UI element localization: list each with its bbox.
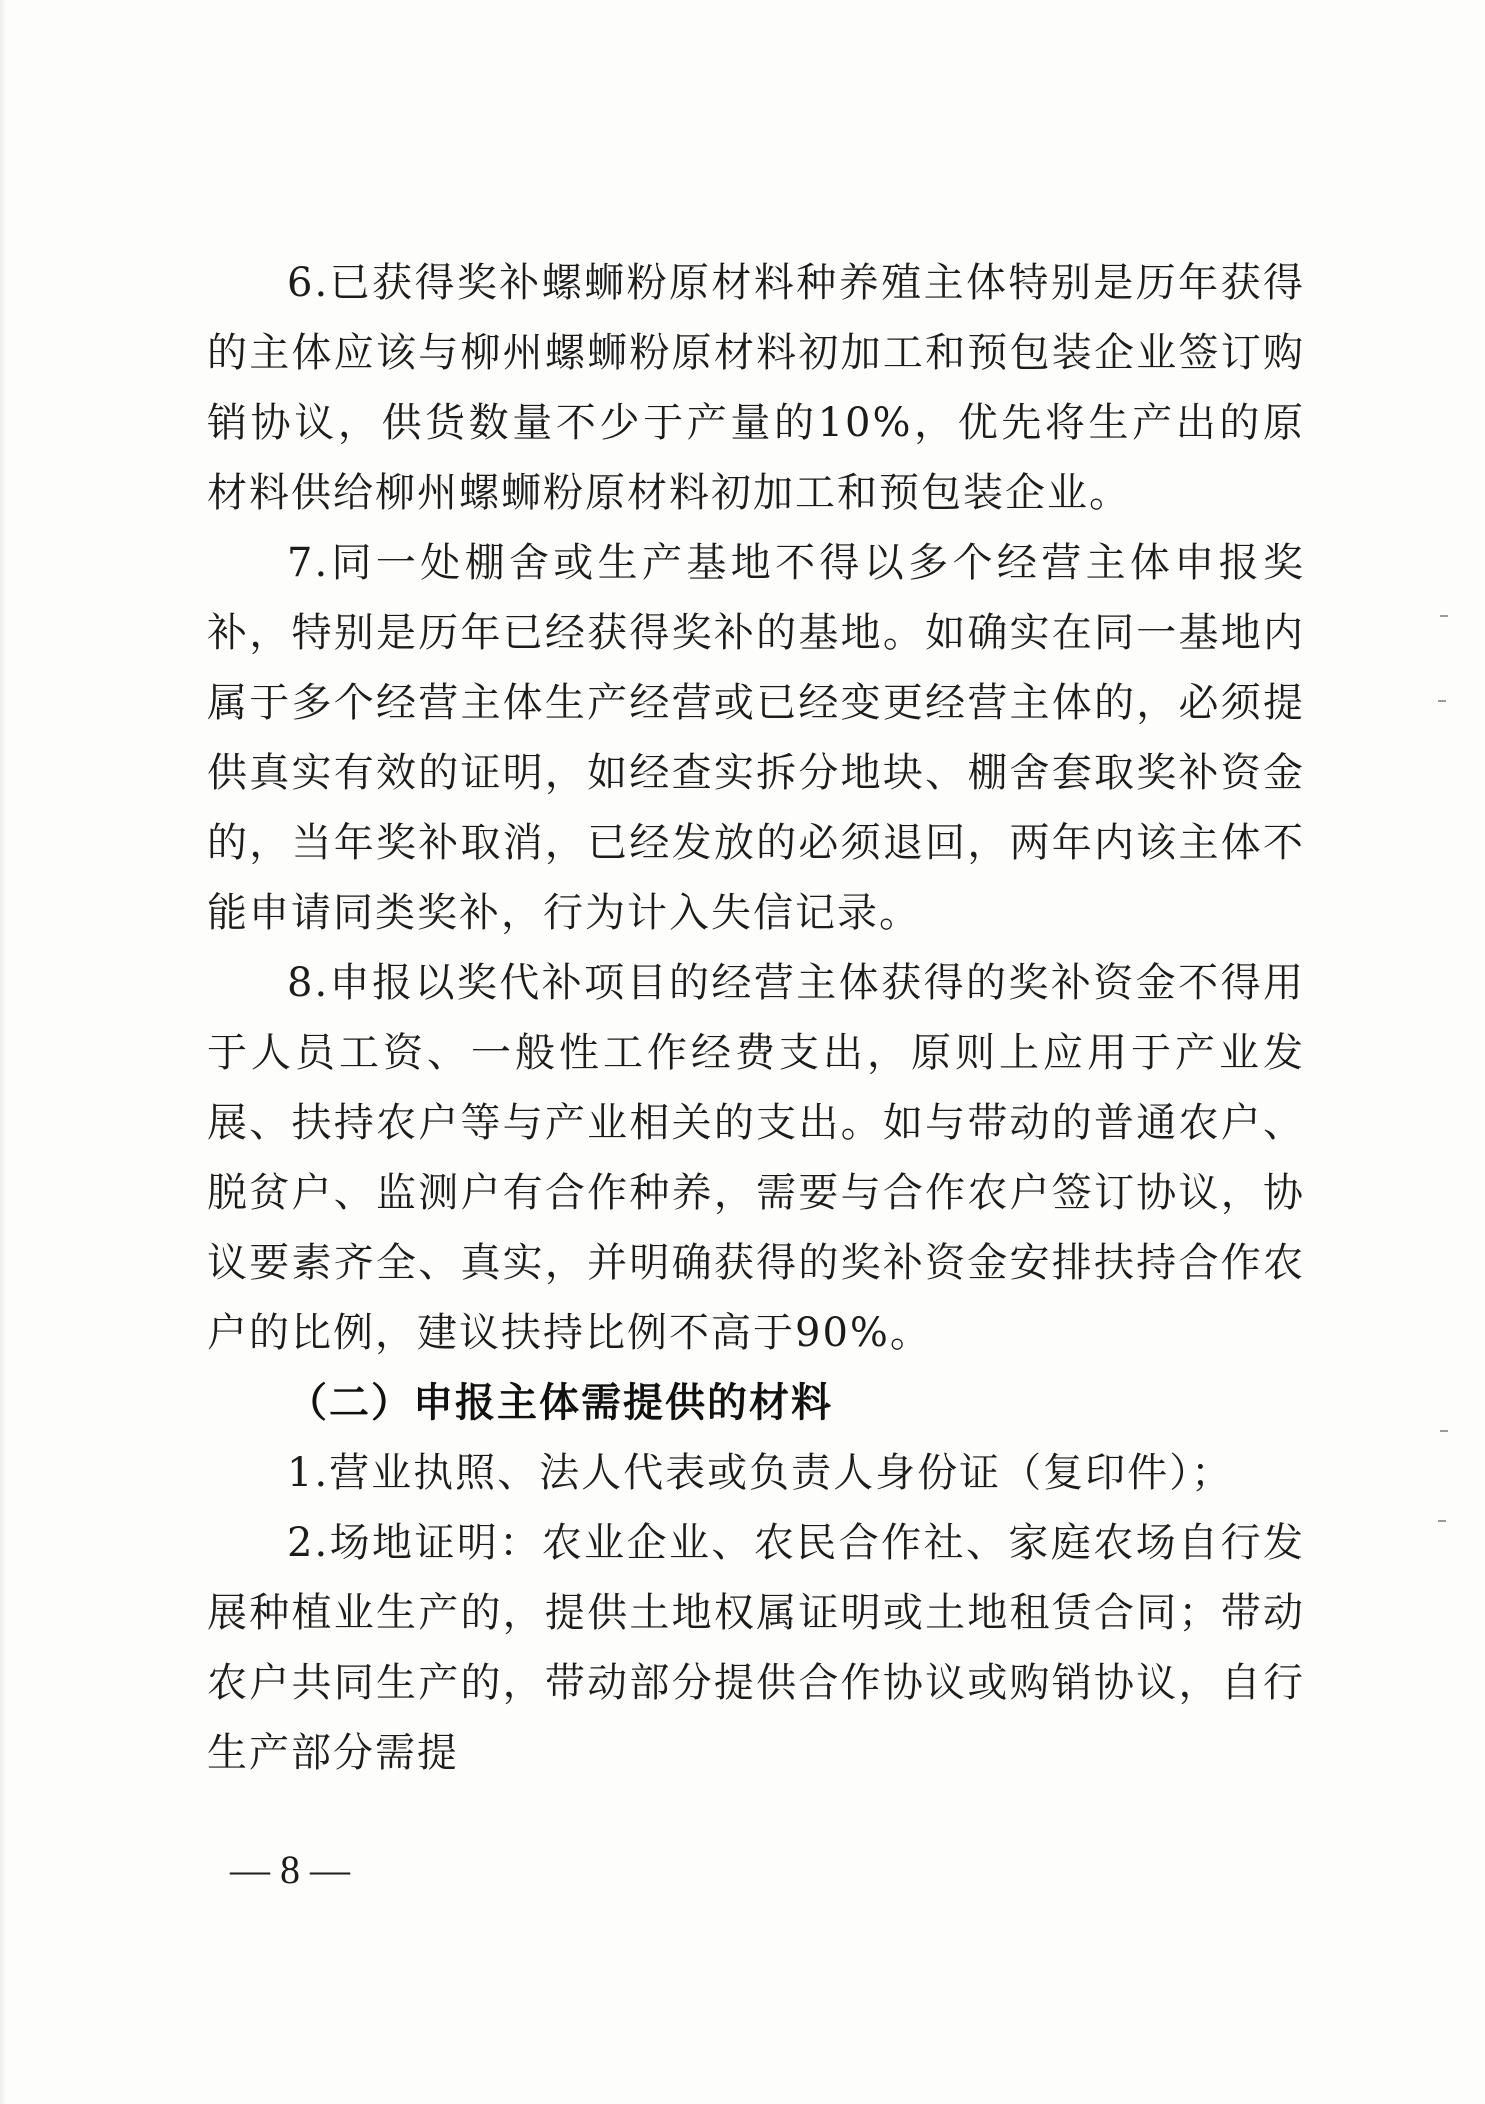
paragraph-item-8: 8.申报以奖代补项目的经营主体获得的奖补资金不得用于人员工资、一般性工作经费支出，原则上应用于产业发展、扶持农户等与产业相关的支出。如与带动的普通农户、脱贫户、监测户有合作种养，需要与合作农户签订协议，协议要素齐全、真实，并明确获得的奖补资金安排扶持合作农户的比例，建议扶持比例不高于90%。 <box>207 960 1305 1356</box>
materials-item-1: 1.营业执照、法人代表或负责人身份证（复印件）； <box>287 1450 1234 1496</box>
scan-speck <box>1440 1430 1448 1432</box>
scan-edge-shadow <box>0 0 6 2104</box>
page-number: — 8 — <box>230 1847 350 1892</box>
paragraph-item-7: 7.同一处棚舍或生产基地不得以多个经营主体申报奖补，特别是历年已经获得奖补的基地。如确实在同一基地内属于多个经营主体生产经营或已经变更经营主体的，必须提供真实有效的证明，如经查实拆分地块、棚舍套取奖补资金的，当年奖补取消，已经发放的必须退回，两年内该主体不能申请同类奖补，行为计入失信记录。 <box>207 540 1305 936</box>
scan-speck <box>1440 615 1448 617</box>
scan-speck <box>1438 1520 1446 1522</box>
paragraph-item-6: 6.已获得奖补螺蛳粉原材料种养殖主体特别是历年获得的主体应该与柳州螺蛳粉原材料初加工和预包装企业签订购销协议，供货数量不少于产量的10%，优先将生产出的原材料供给柳州螺蛳粉原材料初加工和预包装企业。 <box>207 260 1305 516</box>
scan-speck <box>1438 700 1446 702</box>
materials-item-2: 2.场地证明：农业企业、农民合作社、家庭农场自行发展种植业生产的，提供土地权属证明或土地租赁合同；带动农户共同生产的，带动部分提供合作协议或购销协议，自行生产部分需提 <box>207 1520 1305 1776</box>
document-body <box>207 248 1305 1788</box>
section-heading: （二）申报主体需提供的材料 <box>287 1380 833 1426</box>
